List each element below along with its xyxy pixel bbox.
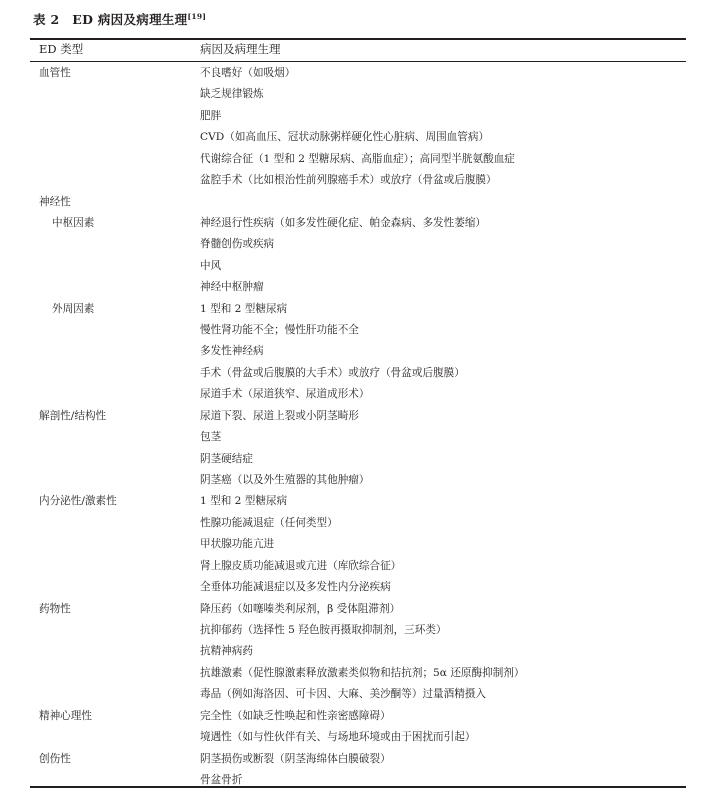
table-row <box>0 705 716 726</box>
etiology-cell: 骨盆骨折 <box>200 773 243 786</box>
table-row <box>0 662 716 683</box>
etiology-cell: 脊髓创伤或疾病 <box>200 238 275 251</box>
etiology-cell: 多发性神经病 <box>200 345 264 358</box>
etiology-cell: 完全性（如缺乏性唤起和性亲密感障碍） <box>200 709 391 722</box>
table-row <box>0 276 716 297</box>
column-header-etiology: 病因及病理生理 <box>200 42 281 56</box>
etiology-cell: 代谢综合征（1 型和 2 型糖尿病、高脂血症）；高同型半胱氨酸血症 <box>200 152 515 165</box>
table-row <box>0 83 716 104</box>
table-row <box>0 726 716 747</box>
table-row <box>0 212 716 233</box>
table-row <box>0 62 716 83</box>
ed-type-cell: 解剖性/结构性 <box>39 409 107 422</box>
table-bottom-rule <box>30 786 686 788</box>
etiology-cell: 不良嗜好（如吸烟） <box>200 67 296 79</box>
etiology-cell: 降压药（如噻嗪类利尿剂，β 受体阻滞剂） <box>200 602 401 615</box>
etiology-cell: 尿道手术（尿道狭窄、尿道成形术） <box>200 388 370 401</box>
etiology-cell: 1 型和 2 型糖尿病 <box>200 495 288 508</box>
table-body <box>0 62 716 790</box>
etiology-cell: 神经中枢肿瘤 <box>200 281 264 294</box>
table-row <box>0 748 716 769</box>
etiology-cell: 抗抑郁药（选择性 5 羟色胺再摄取抑制剂，三环类） <box>200 623 447 636</box>
ed-type-cell: 创伤性 <box>39 752 71 765</box>
table-row <box>0 340 716 361</box>
column-header-ed-type: ED 类型 <box>39 42 84 56</box>
etiology-cell: 甲状腺功能亢进 <box>200 538 275 551</box>
etiology-cell: 慢性肾功能不全；慢性肝功能不全 <box>200 324 359 337</box>
table-title-text: 表 2 ED 病因及病理生理 <box>33 12 188 27</box>
ed-type-cell: 内分泌性/激素性 <box>39 495 117 508</box>
etiology-cell: 缺乏规律锻炼 <box>200 88 264 101</box>
etiology-cell: CVD（如高血压、冠状动脉粥样硬化性心脏病、周围血管病） <box>200 131 490 144</box>
etiology-cell: 尿道下裂、尿道上裂或小阴茎畸形 <box>200 409 359 422</box>
etiology-cell: 手术（骨盆或后腹膜的大手术）或放疗（骨盆或后腹膜） <box>200 366 465 379</box>
etiology-cell: 抗雄激素（促性腺激素释放激素类似物和拮抗剂；5α 还原酶抑制剂） <box>200 666 525 679</box>
table-row <box>0 426 716 447</box>
etiology-cell: 阴茎硬结症 <box>200 452 253 465</box>
table-top-rule <box>30 38 686 40</box>
table-row <box>0 362 716 383</box>
table-row <box>0 105 716 126</box>
table-row <box>0 512 716 533</box>
etiology-cell: 包茎 <box>200 431 222 444</box>
table-row <box>0 169 716 190</box>
etiology-cell: 阴茎损伤或断裂（阴茎海绵体白膜破裂） <box>200 752 391 765</box>
etiology-cell: 神经退行性疾病（如多发性硬化症、帕金森病、多发性萎缩） <box>200 216 487 229</box>
table-row <box>0 255 716 276</box>
ed-type-cell: 外周因素 <box>52 302 95 315</box>
table-row <box>0 191 716 212</box>
table-row <box>0 405 716 426</box>
etiology-cell: 抗精神病药 <box>200 645 253 658</box>
table-title-reference: [19] <box>187 11 207 21</box>
ed-type-cell: 血管性 <box>39 67 71 79</box>
table-row <box>0 469 716 490</box>
table-row <box>0 555 716 576</box>
table-row <box>0 533 716 554</box>
table-row <box>0 319 716 340</box>
ed-type-cell: 精神心理性 <box>39 709 92 722</box>
etiology-cell: 中风 <box>200 259 222 272</box>
etiology-cell: 性腺功能减退症（任何类型） <box>200 516 338 529</box>
etiology-cell: 全垂体功能减退症以及多发性内分泌疾病 <box>200 581 391 594</box>
table-row <box>0 233 716 254</box>
etiology-cell: 境遇性（如与性伙伴有关、与场地环境或由于困扰而引起） <box>200 731 476 744</box>
table-row <box>0 619 716 640</box>
table-row <box>0 148 716 169</box>
table-row <box>0 383 716 404</box>
table-row <box>0 126 716 147</box>
table-row <box>0 640 716 661</box>
etiology-cell: 肾上腺皮质功能减退或亢进（库欣综合征） <box>200 559 402 572</box>
table-row <box>0 683 716 704</box>
table-title <box>33 10 206 28</box>
table-row <box>0 298 716 319</box>
ed-type-cell: 中枢因素 <box>52 216 95 229</box>
table-row <box>0 448 716 469</box>
etiology-cell: 阴茎癌（以及外生殖器的其他肿瘤） <box>200 474 370 487</box>
ed-type-cell: 药物性 <box>39 602 71 615</box>
etiology-cell: 肥胖 <box>200 109 222 122</box>
etiology-cell: 盆腔手术（比如根治性前列腺癌手术）或放疗（骨盆或后腹膜） <box>200 174 497 187</box>
etiology-cell: 1 型和 2 型糖尿病 <box>200 302 288 315</box>
ed-type-cell: 神经性 <box>39 195 71 208</box>
table-row <box>0 576 716 597</box>
etiology-cell: 毒品（例如海洛因、可卡因、大麻、美沙酮等）过量酒精摄入 <box>200 688 487 701</box>
table-row <box>0 490 716 511</box>
table-row <box>0 598 716 619</box>
